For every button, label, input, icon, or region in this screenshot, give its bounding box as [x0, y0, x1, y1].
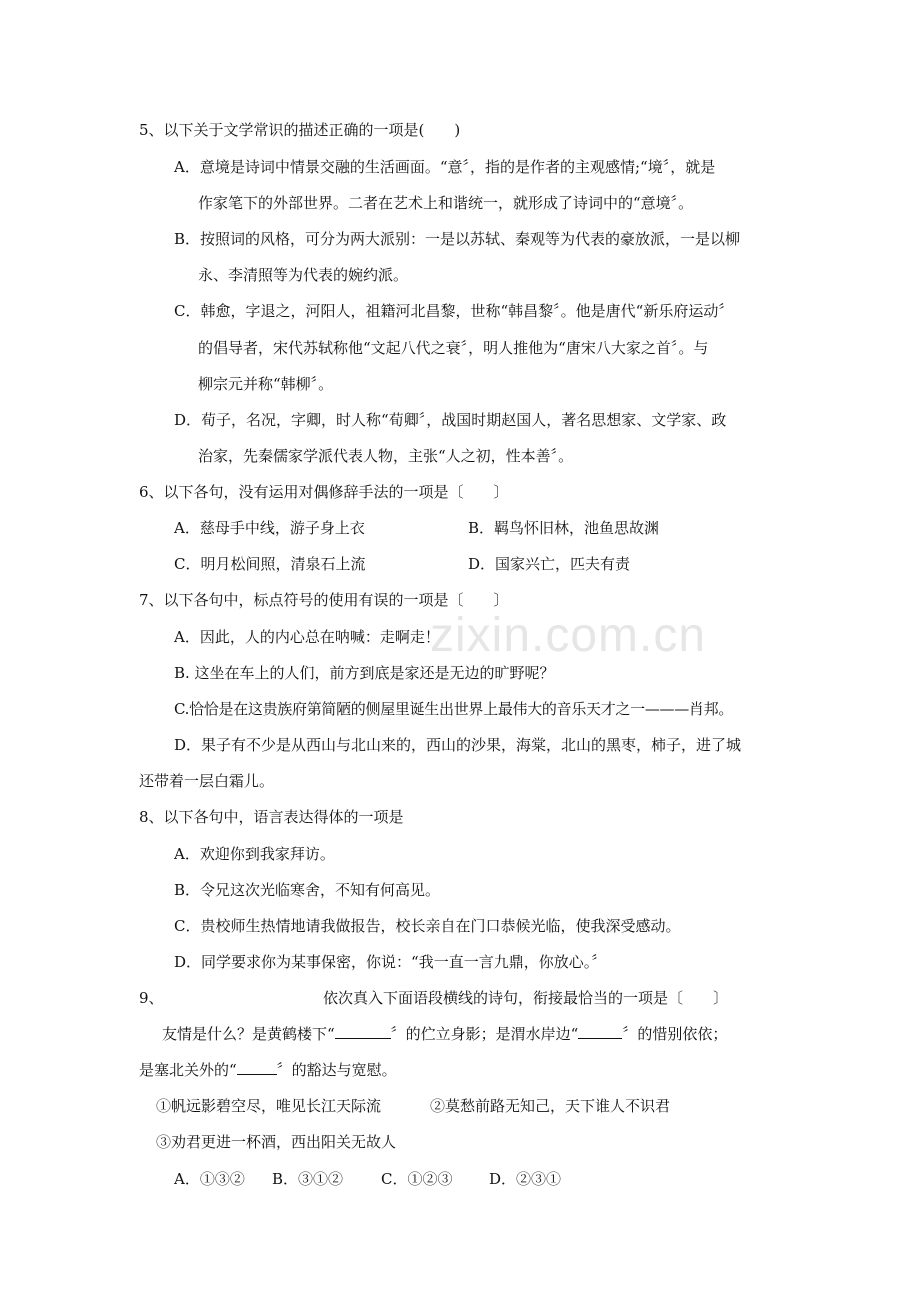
q9-passage-text-5: 〞的豁达与宽慰。 — [276, 1061, 397, 1079]
q9-verse-3: ③劝君更进一杯酒，西出阳关无故人 — [156, 1133, 397, 1151]
q7-option-d-line2: 还带着一层白霜儿。 — [139, 772, 275, 790]
q5-option-b-line2: 永、李清照等为代表的婉约派。 — [198, 266, 409, 284]
q5-option-d-line1: D．荀子，名况，字卿，时人称“荀卿〞，战国时期赵国人，著名思想家、文学家、政 — [174, 411, 727, 429]
q7-option-b: B. 这坐在车上的人们，前方到底是家还是无边的旷野呢？ — [174, 664, 555, 682]
q5-stem: 5、以下关于文学常识的描述正确的一项是( ) — [139, 121, 461, 139]
q9-verse-1: ①帆远影碧空尽，唯见长江天际流 — [156, 1097, 382, 1115]
q5-option-a-line2: 作家笔下的外部世界。二者在艺术上和谐统一，就形成了诗词中的“意境〞。 — [198, 194, 694, 212]
q5-option-a-line1: A．意境是诗词中情景交融的生活画面。“意〞，指的是作者的主观感情;“境〞，就是 — [174, 158, 716, 176]
q9-answer-b: B．③①② — [272, 1170, 344, 1188]
q9-passage-text-3: 〞的惜别依依； — [622, 1025, 728, 1043]
q5-option-d-line2: 治家，先秦儒家学派代表人物，主张“人之初，性本善〞。 — [198, 447, 574, 465]
q9-blank-2 — [578, 1024, 622, 1039]
q6-stem: 6、以下各句，没有运用对偶修辞手法的一项是〔 〕 — [139, 483, 509, 501]
q5-option-b-line1: B．按照词的风格，可分为两大派别：一是以苏轼、秦观等为代表的豪放派，一是以柳 — [174, 230, 741, 248]
q9-passage-line2 — [139, 1060, 397, 1080]
q5-option-c-line2: 的倡导者，宋代苏轼称他“文起八代之衰〞，明人推他为“唐宋八大家之首〞。与 — [198, 339, 709, 357]
q9-passage-text-2: 〞的伫立身影；是渭水岸边“ — [390, 1025, 579, 1043]
q8-option-a: A．欢迎你到我家拜访。 — [174, 845, 335, 863]
q9-answer-c: C．①②③ — [381, 1170, 453, 1188]
q8-option-d: D．同学要求你为某事保密，你说：“我一直一言九鼎，你放心。〞 — [174, 953, 607, 971]
q7-option-c: C.恰恰是在这贵族府第简陋的侧屋里诞生出世界上最伟大的音乐天才之一———肖邦。 — [174, 700, 734, 718]
q6-option-d: D．国家兴亡，匹夫有责 — [468, 555, 631, 573]
q5-option-c-line3: 柳宗元并称“韩柳〞。 — [198, 375, 334, 393]
q9-passage-text-4: 是塞北关外的“ — [139, 1061, 237, 1079]
q8-option-c: C．贵校师生热情地请我做报告，校长亲自在门口恭候光临，使我深受感动。 — [174, 917, 681, 935]
q6-option-a: A．慈母手中线，游子身上衣 — [174, 519, 365, 537]
q9-number: 9、 — [139, 989, 164, 1007]
q8-option-b: B．令兄这次光临寒舍，不知有何高见。 — [174, 881, 441, 899]
q9-blank-3 — [237, 1060, 277, 1075]
q7-stem: 7、以下各句中，标点符号的使用有误的一项是〔 〕 — [139, 591, 509, 609]
q6-option-b: B．羁鸟怀旧林，池鱼思故渊 — [468, 519, 660, 537]
q9-verse-2: ②莫愁前路无知己，天下谁人不识君 — [430, 1097, 671, 1115]
watermark: zixin.com.cn — [430, 609, 707, 662]
q6-option-c: C．明月松间照，清泉石上流 — [174, 555, 366, 573]
q9-answer-a: A．①③② — [174, 1170, 245, 1188]
q7-option-d-line1: D．果子有不少是从西山与北山来的，西山的沙果，海棠，北山的黑枣，柿子，进了城 — [174, 736, 742, 754]
q8-stem: 8、以下各句中，语言表达得体的一项是 — [139, 808, 404, 826]
q9-answer-d: D．②③① — [489, 1170, 562, 1188]
q9-passage-line1 — [162, 1024, 727, 1044]
q9-blank-1 — [335, 1024, 391, 1039]
q7-option-a: A．因此，人的内心总在呐喊：走啊走！ — [174, 628, 440, 646]
q9-stem: 依次真入下面语段横线的诗句，衔接最恰当的一项是〔 〕 — [323, 989, 729, 1007]
q5-option-c-line1: C．韩愈，字退之，河阳人，祖籍河北昌黎，世称“韩昌黎〞。他是唐代“新乐府运动〞 — [174, 302, 734, 320]
q9-passage-text-1: 友情是什么？是黄鹤楼下“ — [162, 1025, 335, 1043]
